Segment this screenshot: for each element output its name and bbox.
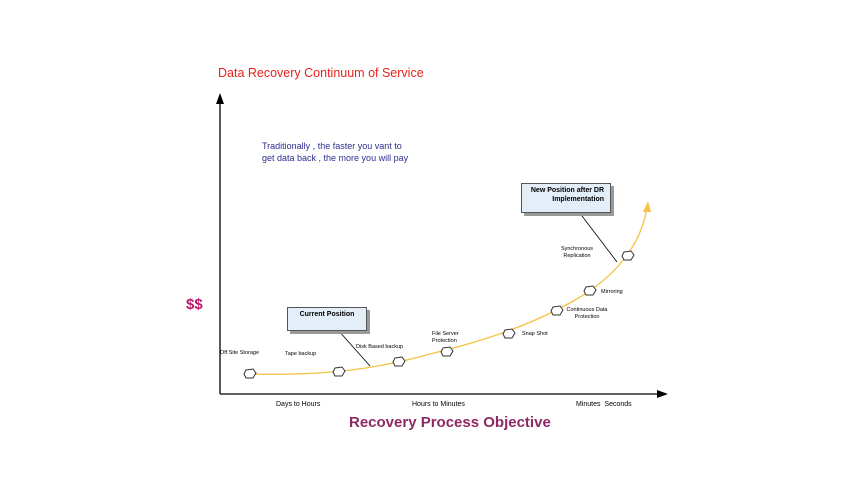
x-axis-arrowhead [657,390,668,398]
point-label-continuous-data-protection: Continuous Data Protection [566,307,608,320]
point-label-mirroring: Mirroring [601,289,623,295]
current-position-callout: Current Position [287,307,367,331]
point-label-tape-backup: Tape backup [285,351,317,357]
x-axis-label: Recovery Process Objective [349,414,551,431]
point-label-snap-shot: Snap Shot [522,331,548,337]
diagram-title: Data Recovery Continuum of Service [218,66,424,80]
point-label-synchronous-replication: Synchronous Replication [560,246,594,259]
disk-based-backup-marker [393,357,405,366]
point-label-off-site-storage: Off Site Storage [220,350,260,356]
off-site-storage-marker [244,369,256,378]
cost-note: Traditionally , the faster you vant to get data back , the more you will pay [262,141,409,163]
y-axis-label: $$ [186,296,203,313]
synchronous-replication-marker [622,251,634,260]
x-tick-days-to-hours: Days to Hours [276,401,321,408]
mirroring-marker [584,286,596,295]
new-position-callout: New Position after DR Implementation [521,183,611,213]
file-server-protection-marker [441,347,453,356]
cost-curve-arrowhead [643,201,651,212]
snap-shot-marker [503,329,515,338]
tape-backup-marker [333,367,345,376]
x-tick-minutes-seconds: Minutes Seconds [576,401,632,408]
y-axis-arrowhead [216,93,224,104]
x-tick-hours-to-minutes: Hours to Minutes [412,401,465,408]
point-label-disk-based-backup: Disk Based backup [356,344,404,350]
point-label-file-server-protection: File Server Protection [432,331,459,344]
